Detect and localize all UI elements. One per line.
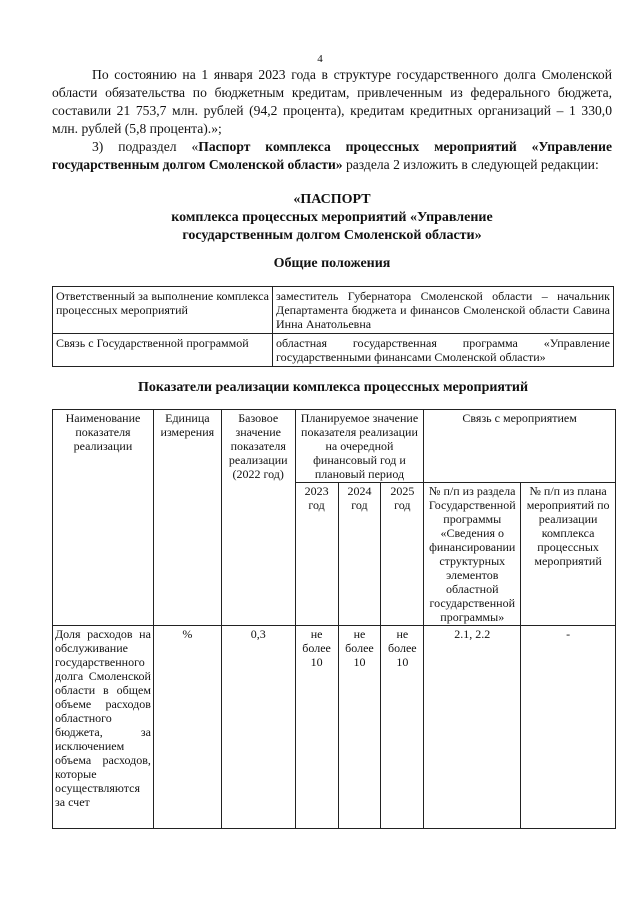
- paragraph-debt-structure: По состоянию на 1 января 2023 года в структуре государственного долга Смоленской области обязательства по бюджетным кредитам, привлеченным из федерального бюджета, составили 21 753,7 млн. рублей (94,2 процента), кредитам кредитных организаций – 1 330,0 млн. рублей (5,8 процента).»;: [52, 67, 612, 136]
- general-label-responsible: Ответственный за выполнение комплекса процессных мероприятий: [53, 287, 273, 334]
- general-value-program: областная государственная программа «Управление государственными финансами Смоленской области»: [273, 334, 614, 367]
- header-link-program: № п/п из раздела Государственной программы «Сведения о финансировании структурных элементов областной государственной программы»: [424, 483, 521, 626]
- table-row: [53, 287, 614, 334]
- amendment-prefix: 3) подраздел «: [92, 139, 199, 154]
- general-heading: Общие положения: [273, 256, 391, 271]
- passport-title-line1: «ПАСПОРТ: [293, 192, 371, 207]
- table-row: [53, 334, 614, 367]
- table-row: [53, 626, 616, 829]
- header-link: Связь с мероприятием: [424, 410, 616, 483]
- row-name: Доля расходов на обслуживание государственного долга Смоленской области в общем объеме расходов областного бюджета, за исключением объема расходов, которые осуществляются за счет: [53, 626, 154, 829]
- general-table: [52, 286, 614, 367]
- paragraph-amendment: [52, 138, 612, 174]
- amendment-suffix: раздела 2 изложить в следующей редакции:: [342, 157, 599, 172]
- row-2024: не более 10: [338, 626, 381, 829]
- passport-title: [52, 191, 612, 245]
- indicators-heading: Показатели реализации комплекса процессных мероприятий: [137, 380, 529, 395]
- passport-title-line2: комплекса процессных мероприятий «Управление: [171, 210, 493, 225]
- header-year-2024: 2024 год: [338, 483, 381, 626]
- header-unit: Единица измерения: [153, 410, 221, 626]
- row-2023: не более 10: [295, 626, 338, 829]
- general-value-responsible: заместитель Губернатора Смоленской области – начальник Департамента бюджета и финансов Смоленской области Савина Инна Анатольевна: [273, 287, 614, 334]
- table-header-row: [53, 410, 616, 483]
- header-link-plan: № п/п из плана мероприятий по реализации комплекса процессных мероприятий: [521, 483, 616, 626]
- amendment-bold: Паспорт комплекса процессных мероприятий «Управление государственным долгом Смоленской области»: [52, 139, 613, 172]
- header-year-2025: 2025 год: [381, 483, 424, 626]
- header-planned: Планируемое значение показателя реализации на очередной финансовый год и плановый период: [295, 410, 424, 483]
- row-link-plan: -: [521, 626, 616, 829]
- row-unit: %: [153, 626, 221, 829]
- row-base: 0,3: [221, 626, 295, 829]
- header-base: Базовое значение показателя реализации (2022 год): [221, 410, 295, 626]
- passport-title-line3: государственным долгом Смоленской области»: [182, 228, 482, 243]
- row-link-program: 2.1, 2.2: [424, 626, 521, 829]
- header-year-2023: 2023 год: [295, 483, 338, 626]
- header-name: Наименование показателя реализации: [53, 410, 154, 626]
- general-label-program: Связь с Государственной программой: [53, 334, 273, 367]
- indicators-table: [52, 409, 616, 829]
- page-number: 4: [317, 53, 323, 65]
- row-2025: не более 10: [381, 626, 424, 829]
